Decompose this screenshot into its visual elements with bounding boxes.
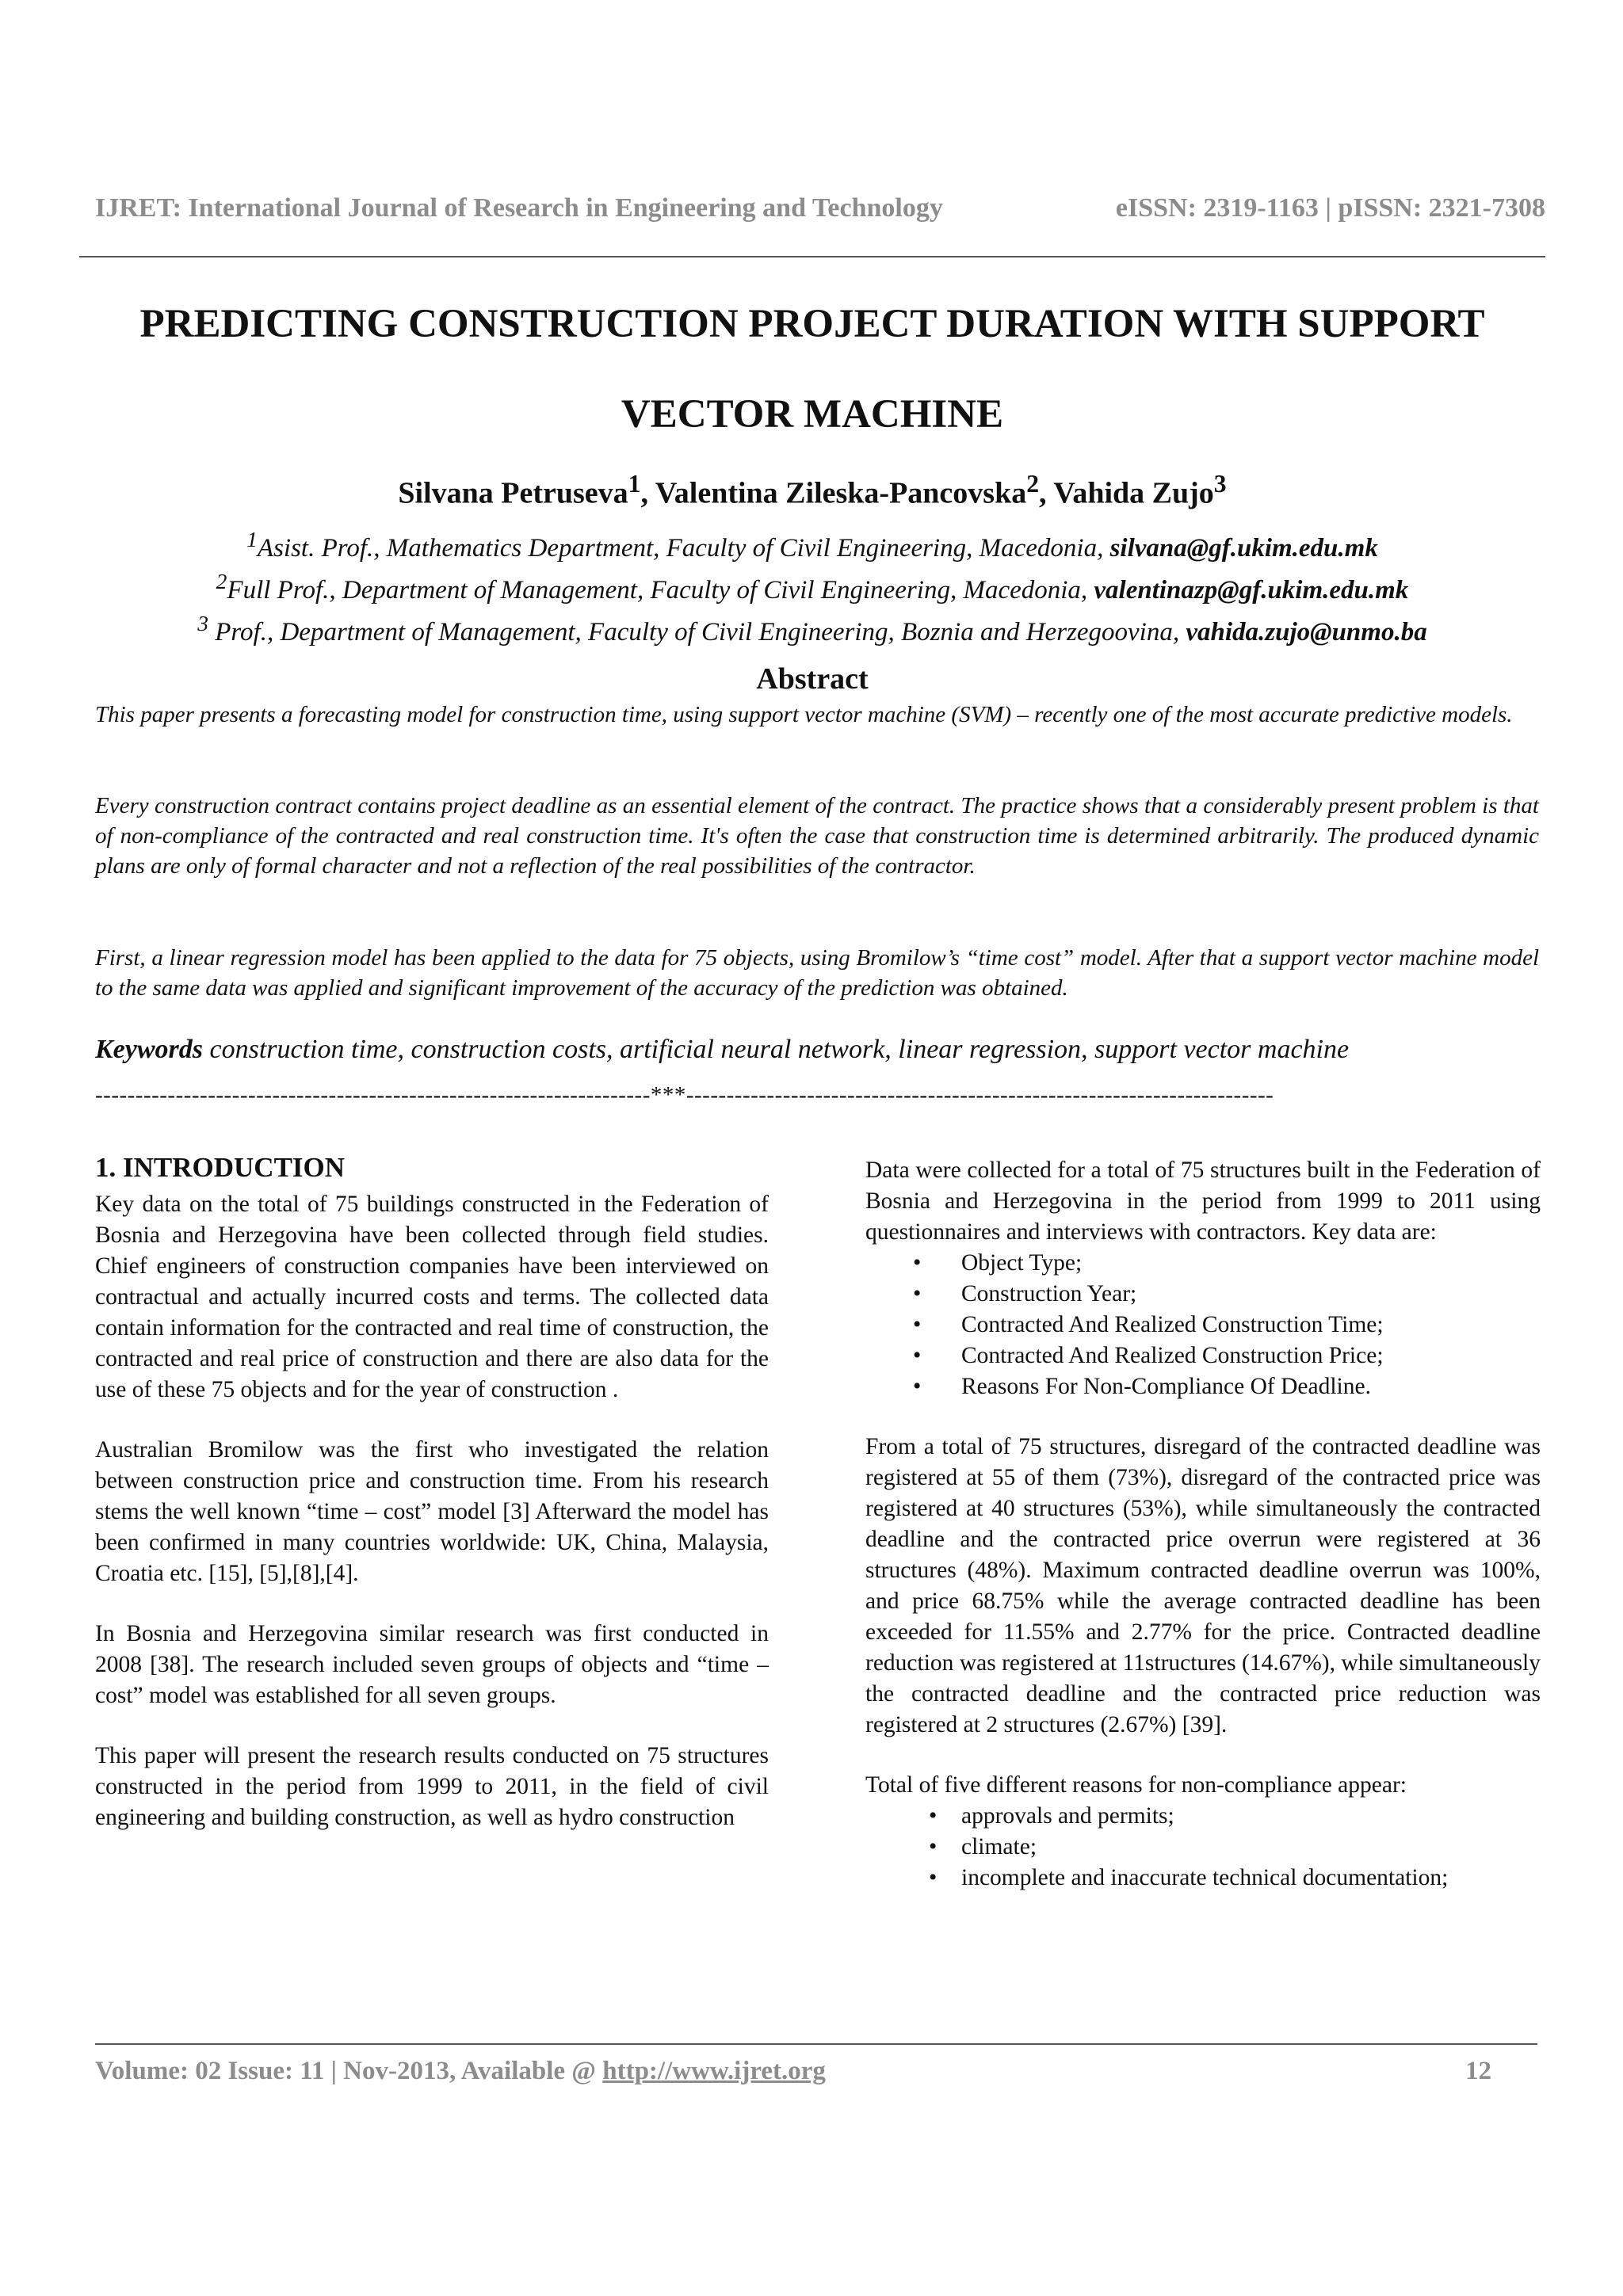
page-number: 12 (1465, 2057, 1491, 2085)
statistics-paragraph: From a total of 75 structures, disregard of the contracted deadline was registered at 55 of them (73%), disregard of the contracted price was registered at 40 structures (53%), while simultaneously the contracted deadline and the contracted price overrun were registered at 36 structures (48%). Maximum contracted deadline overrun was 100%, and price 68.75% while the average contracted deadline has been exceeded for 11.55% and 2.77% for the price. Contracted deadline reduction was registered at 11structures (14.67%), while simultaneously the contracted deadline and the contracted price reduction was registered at 2 structures (2.67%) [39]. (865, 1434, 1541, 1737)
keywords-text: construction time, construction costs, artificial neural network, linear regression, support vector machine (203, 1035, 1350, 1064)
right-column (865, 1155, 1541, 1894)
author-sup: 3 (1213, 470, 1227, 498)
author-list: Silvana Petruseva$^1$, Valentina Zileska-Pancovska$^2$, Vahida Zujo$^3$ (398, 470, 1227, 510)
list-item: • approvals and permits; (865, 1801, 1541, 1832)
abstract-heading: Abstract (756, 662, 869, 696)
paper-title (79, 279, 1545, 460)
issn-info: eISSN: 2319-1163 | pISSN: 2321-7308 (1115, 193, 1545, 223)
reasons-intro: Total of five different reasons for non-compliance appear: (865, 1772, 1407, 1798)
author-name: Silvana Petruseva (398, 476, 628, 510)
key-data-list (865, 1248, 1541, 1402)
abstract-paragraph-1: This paper presents a forecasting model for construction time, using support vector machine (SVM) – recently one of the most accurate predictive models. (95, 702, 1513, 727)
reasons-list (865, 1801, 1541, 1894)
data-paragraph: Data were collected for a total of 75 structures built in the Federation of Bosnia and Herzegovina in the period from 1999 to 2011 using questionnaires and interviews with contractors. Key data are: (865, 1158, 1541, 1245)
list-item: • Reasons For Non-Compliance Of Deadline. (865, 1371, 1541, 1402)
list-item: • Contracted And Realized Construction Time; (865, 1310, 1541, 1341)
journal-name: IJRET: International Journal of Research in Engineering and Technology (95, 193, 943, 223)
author-name: Valentina Zileska-Pancovska (655, 476, 1027, 510)
keywords-label: Keywords (95, 1035, 203, 1064)
list-item: • Construction Year; (865, 1279, 1541, 1310)
title-line-1: PREDICTING CONSTRUCTION PROJECT DURATION WITH SUPPORT (139, 302, 1485, 346)
email-link[interactable]: vahida.zujo@unmo.ba (1186, 618, 1427, 646)
section-separator: ---------------------------------------------------------------------***------------------------------------------------------------------------- (95, 1082, 1274, 1108)
intro-paragraph-3: In Bosnia and Herzegovina similar research was first conducted in 2008 [38]. The research included seven groups of objects and “time – cost” model was established for all seven groups. (95, 1621, 769, 1708)
list-item: • climate; (865, 1832, 1541, 1863)
list-item: • incomplete and inaccurate technical documentation; (865, 1863, 1541, 1894)
author-sup: 2 (1026, 470, 1040, 498)
intro-paragraph-2: Australian Bromilow was the first who investigated the relation between construction price and construction time. From his research stems the well known “time – cost” model [3] Afterward the model has been confirmed in many countries worldwide: UK, China, Malaysia, Croatia etc. [15], [5],[8],[4]. (95, 1437, 769, 1586)
affiliation-line: $^1$Asist. Prof., Mathematics Department, Faculty of Civil Engineering, Macedonia, silvana@gf.ukim.edu.mk (246, 527, 1378, 563)
intro-paragraph-4: This paper will present the research results conducted on 75 structures constructed in the period from 1999 to 2011, in the field of civil engineering and building construction, as well as hydro construction (95, 1743, 769, 1830)
running-footer (95, 2057, 1491, 2086)
journal-link[interactable]: http://www.ijret.org (602, 2057, 826, 2085)
abstract-paragraph-3: First, a linear regression model has been applied to the data for 75 objects, using Bromilow’s “time cost” model. After that a support vector machine model to the same data was applied and significant improvement of the accuracy of the prediction was obtained. (95, 945, 1539, 1001)
header-rule (79, 256, 1545, 257)
affiliation-line: $^2$Full Prof., Department of Management, Faculty of Civil Engineering, Macedonia, valentinazp@gf.ukim.edu.mk (216, 569, 1409, 605)
abstract-paragraph-2: Every construction contract contains project deadline as an essential element of the contract. The practice shows that a considerably present problem is that of non-compliance of the contracted and real construction time. It's often the case that construction time is determined arbitrarily. The produced dynamic plans are only of formal character and not a reflection of the real possibilities of the contractor. (95, 793, 1539, 879)
title-line-2: VECTOR MACHINE (621, 392, 1004, 437)
affiliations (48, 523, 1577, 649)
affiliation-line: $^3$ Prof., Department of Management, Faculty of Civil Engineering, Boznia and Herzegoovina, vahida.zujo@unmo.ba (197, 611, 1427, 646)
volume-info: Volume: 02 Issue: 11 | Nov-2013, Available @ (95, 2057, 603, 2085)
list-item: • Contracted And Realized Construction Price; (865, 1341, 1541, 1371)
author-sup: 1 (628, 470, 641, 498)
email-link[interactable]: silvana@gf.ukim.edu.mk (1109, 534, 1378, 563)
keywords (95, 1035, 1539, 1065)
email-link[interactable]: valentinazp@gf.ukim.edu.mk (1094, 576, 1409, 605)
left-column (95, 1152, 769, 1833)
footer-rule (95, 2043, 1537, 2045)
author-name: Vahida Zujo (1053, 476, 1214, 510)
list-item: • Object Type; (865, 1248, 1541, 1279)
intro-paragraph-1: Key data on the total of 75 buildings constructed in the Federation of Bosnia and Herzegovina have been collected through field studies. Chief engineers of construction companies have been interviewed on contractual and actually incurred costs and terms. The collected data contain information for the contracted and real time of construction, the contracted and real price of construction and there are also data for the use of these 75 objects and for the year of construction . (95, 1192, 769, 1402)
section-heading-introduction: 1. INTRODUCTION (95, 1152, 346, 1183)
